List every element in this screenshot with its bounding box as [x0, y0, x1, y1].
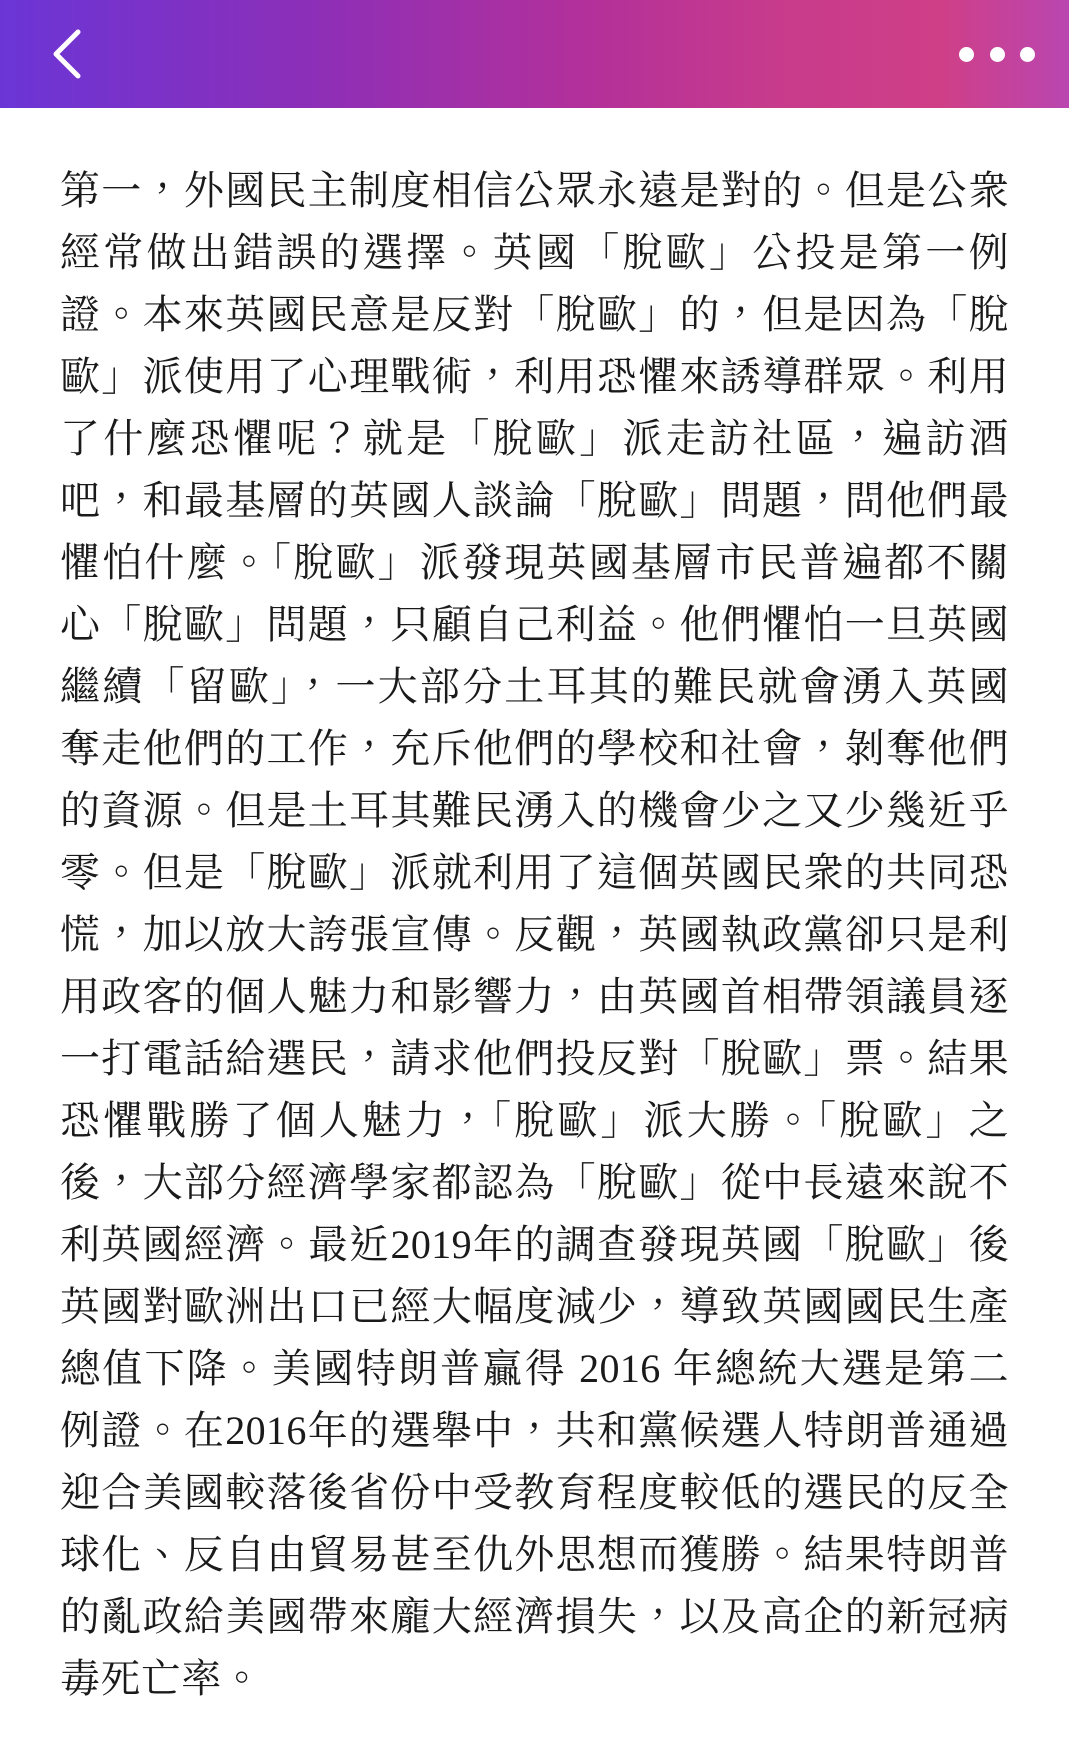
back-button[interactable] — [40, 26, 96, 82]
article-paragraph: 第一，外國民主制度相信公眾永遠是對的。但是公衆經常做出錯誤的選擇。英國「脫歐」公投是第一例證。本來英國民意是反對「脫歐」的，但是因為「脫歐」派使用了心理戰術，利用恐懼來誘導群眾。利用了什麼恐懼呢？就是「脫歐」派走訪社區，遍訪酒吧，和最基層的英國人談論「脫歐」問題，問他們最懼怕什麼。「脫歐」派發現英國基層市民普遍都不關心「脫歐」問題，只顧自己利益。他們懼怕一旦英國繼續「留歐」，一大部分土耳其的難民就會湧入英國奪走他們的工作，充斥他們的學校和社會，剝奪他們的資源。但是土耳其難民湧入的機會少之又少幾近乎零。但是「脫歐」派就利用了這個英國民衆的共同恐慌，加以放大誇張宣傳。反觀，英國執政黨卻只是利用政客的個人魅力和影響力，由英國首相帶領議員逐一打電話給選民，請求他們投反對「脫歐」票。結果恐懼戰勝了個人魅力，「脫歐」派大勝。「脫歐」之後，大部分經濟學家都認為「脫歐」從中長遠來說不利英國經濟。最近2019年的調查發現英國「脫歐」後英國對歐洲出口已經大幅度減少，導致英國國民生產總值下降。美國特朗普贏得 2016 年總統大選是第二例證。在2016年的選舉中，共和黨候選人特朗普通過迎合美國較落後省份中受教育程度較低的選民的反全球化、反自由貿易甚至仇外思想而獲勝。結果特朗普的亂政給美國帶來龐大經濟損失，以及高企的新冠病毒死亡率。 — [60, 168, 1009, 1701]
more-options-button[interactable] — [959, 34, 1035, 74]
article-content — [0, 108, 1069, 1750]
chevron-left-icon — [48, 26, 88, 82]
more-horizontal-icon-dot-2 — [990, 47, 1005, 62]
top-app-bar — [0, 0, 1069, 108]
more-horizontal-icon-dot-1 — [959, 47, 974, 62]
more-horizontal-icon-dot-3 — [1020, 47, 1035, 62]
